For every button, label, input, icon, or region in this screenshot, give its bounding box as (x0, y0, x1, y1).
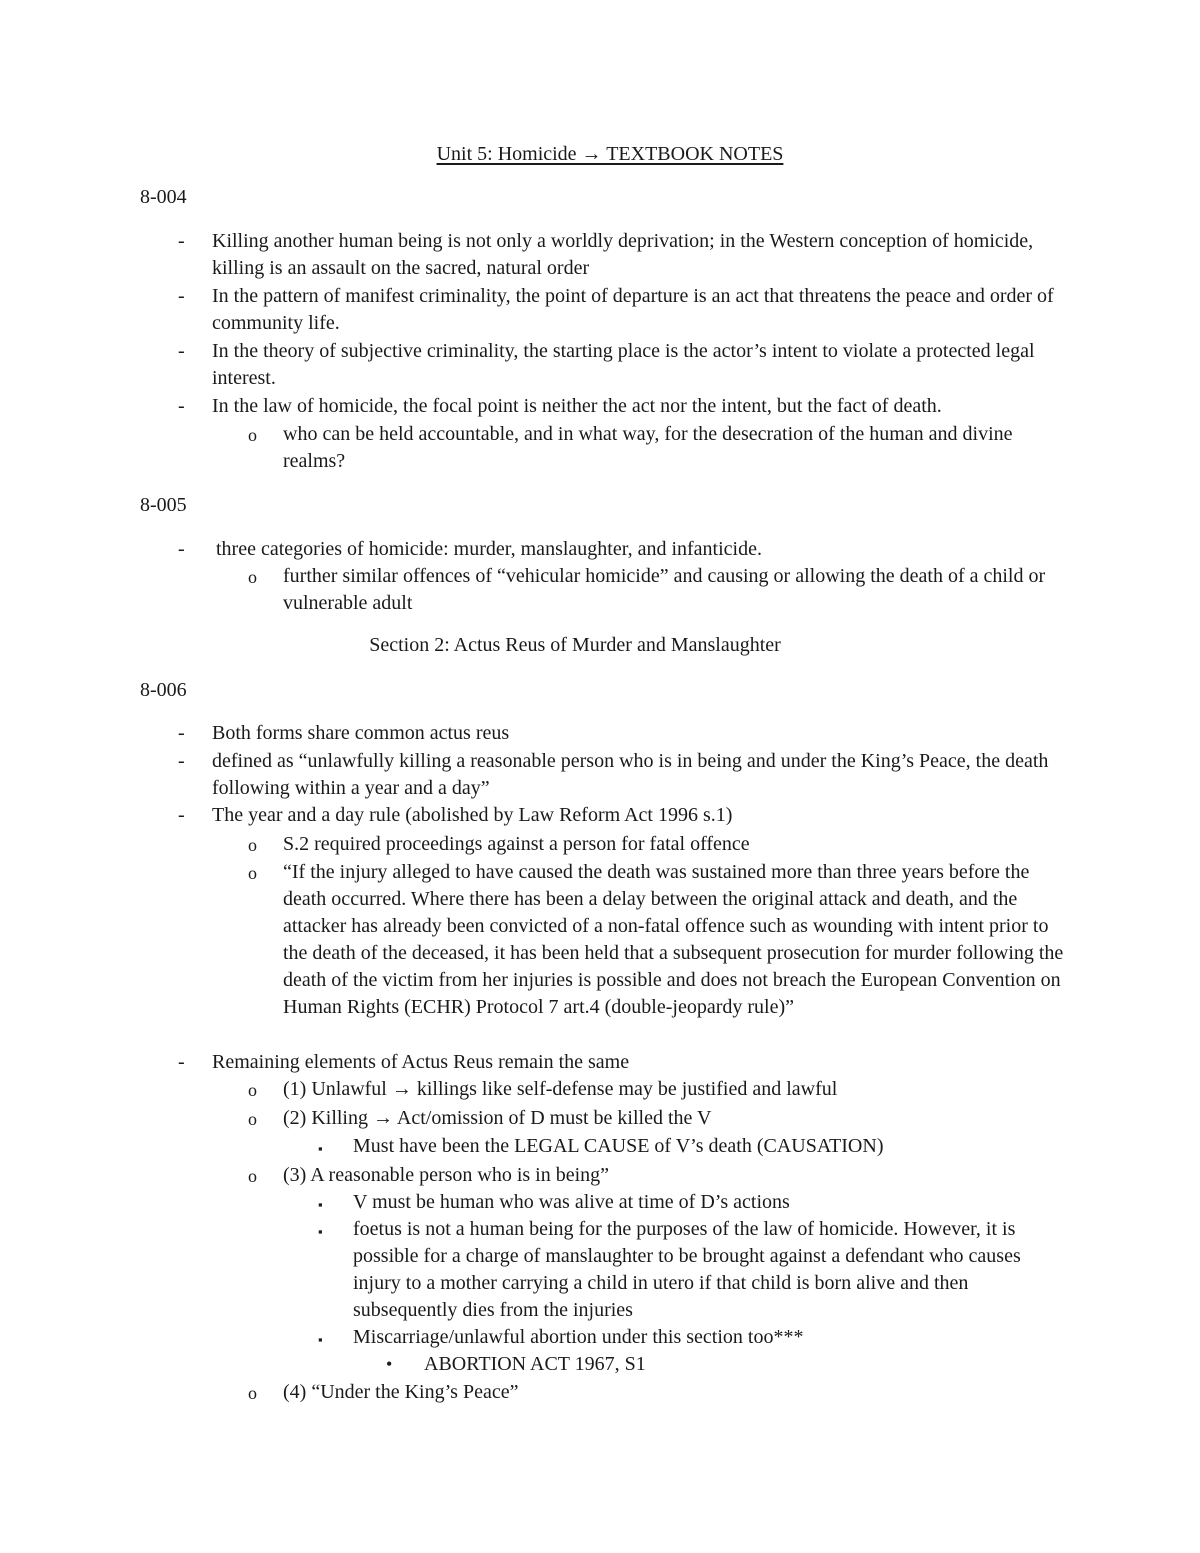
list-item: The year and a day rule (abolished by Law Reform Act 1996 s.1) (212, 804, 733, 826)
circle-bullet: o (248, 1080, 257, 1100)
section-heading-8-005: 8-005 (140, 494, 187, 516)
circle-bullet: o (248, 1109, 257, 1129)
dash-bullet: - (178, 285, 185, 307)
list-item: three categories of homicide: murder, manslaughter, and infanticide. (216, 538, 762, 560)
sub-list-item: further similar offences of “vehicular homicide” and causing or allowing the death of a child or vulnerable adult (283, 565, 1046, 614)
circle-bullet: o (248, 1166, 257, 1186)
sub-sub-list-item: foetus is not a human being for the purposes of the law of homicide. However, it is possible for a charge of manslaughter to be brought against a defendant who causes injury to a mother carrying a child in utero if that child is born alive and then subsequently dies from the injuries (353, 1218, 1021, 1321)
sub-list-item: (1) Unlawful → killings like self-defense may be justified and lawful (283, 1078, 838, 1100)
section-heading-8-004: 8-004 (140, 186, 187, 208)
sub-sub-list-item: Must have been the LEGAL CAUSE of V’s death (CAUSATION) (353, 1135, 884, 1157)
sub-sub-list-item: Miscarriage/unlawful abortion under this section too*** (353, 1326, 804, 1348)
circle-bullet: o (248, 863, 257, 883)
dash-bullet: - (178, 804, 185, 826)
sub-sub-sub-list-item: ABORTION ACT 1967, S1 (424, 1353, 646, 1375)
dash-bullet: - (178, 1051, 185, 1073)
section-title: Section 2: Actus Reus of Murder and Manslaughter (369, 634, 781, 656)
sub-list-item: (4) “Under the King’s Peace” (283, 1381, 519, 1403)
dash-bullet: - (178, 230, 185, 252)
circle-bullet: o (248, 567, 257, 587)
list-item: defined as “unlawfully killing a reasonable person who is in being and under the King’s Peace, the death following within a year and a day” (212, 750, 1049, 799)
list-item: Both forms share common actus reus (212, 722, 510, 744)
dash-bullet: - (178, 395, 185, 417)
sub-list-item: (2) Killing → Act/omission of D must be killed the V (283, 1107, 712, 1129)
sub-list-item: “If the injury alleged to have caused the death was sustained more than three years before the death occurred. Where there has been a delay between the original attack and death, and the attacker has already been convicted of a non-fatal offence such as wounding with intent prior to the death of the deceased, it has been held that a subsequent prosecution for murder following the death of the victim from her injuries is possible and does not breach the European Convention on Human Rights (ECHR) Protocol 7 art.4 (double-jeopardy rule)” (283, 861, 1064, 1018)
sub-list-item: (3) A reasonable person who is in being” (283, 1164, 610, 1186)
circle-bullet: o (248, 1383, 257, 1403)
list-item: In the law of homicide, the focal point is neither the act nor the intent, but the fact of death. (212, 395, 942, 417)
dash-bullet: - (178, 750, 185, 772)
dash-bullet: - (178, 722, 185, 744)
dot-bullet: • (386, 1354, 393, 1374)
circle-bullet: o (248, 835, 257, 855)
document-title: Unit 5: Homicide → TEXTBOOK NOTES (436, 143, 784, 165)
circle-bullet: o (248, 425, 257, 445)
square-bullet: ▪ (318, 1224, 323, 1239)
square-bullet: ▪ (318, 1332, 323, 1347)
dash-bullet: - (178, 538, 185, 560)
sub-list-item: S.2 required proceedings against a person for fatal offence (283, 833, 750, 855)
list-item: Killing another human being is not only a worldly deprivation; in the Western conception of homicide, killing is an assault on the sacred, natural order (212, 230, 1034, 279)
dash-bullet: - (178, 340, 185, 362)
list-item: In the pattern of manifest criminality, the point of departure is an act that threatens the peace and order of community life. (212, 285, 1054, 334)
list-item: Remaining elements of Actus Reus remain the same (212, 1051, 630, 1073)
square-bullet: ▪ (318, 1141, 323, 1156)
sub-list-item: who can be held accountable, and in what way, for the desecration of the human and divine realms? (283, 423, 1013, 472)
section-heading-8-006: 8-006 (140, 679, 187, 701)
list-item: In the theory of subjective criminality, the starting place is the actor’s intent to violate a protected legal interest. (212, 340, 1035, 389)
square-bullet: ▪ (318, 1197, 323, 1212)
sub-sub-list-item: V must be human who was alive at time of D’s actions (353, 1191, 790, 1213)
